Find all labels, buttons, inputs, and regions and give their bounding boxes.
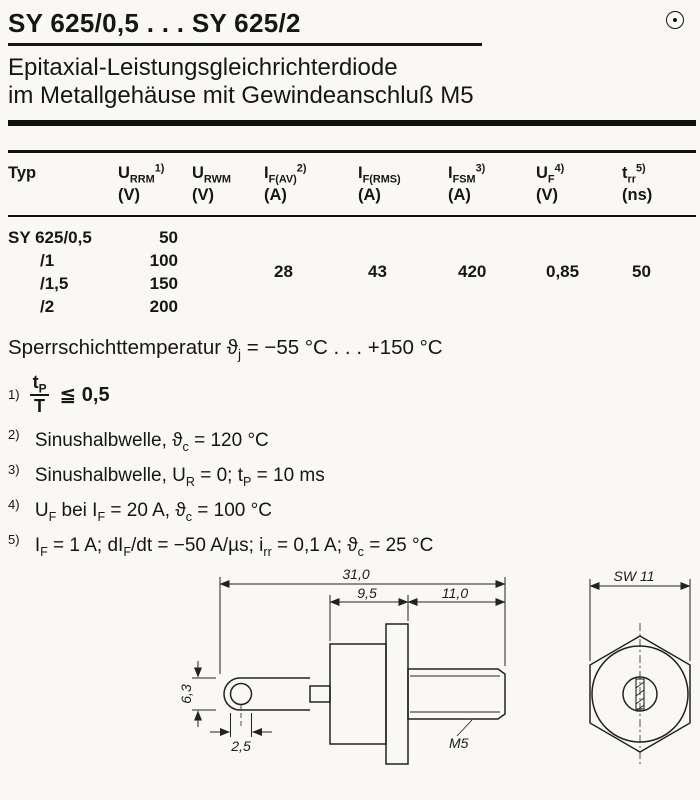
footnote-1-fraction: $\frac{t_P}{T}$ bbox=[30, 372, 50, 417]
lead-neck bbox=[310, 686, 330, 702]
divider-thick bbox=[8, 120, 696, 126]
typ-value-1: SY 625/0,5 bbox=[8, 227, 92, 247]
title-underline bbox=[8, 43, 482, 46]
footnote-4-text: $U_F$ bei $I_F = 20$ A, $ϑ_c = 100$ °C bbox=[34, 500, 272, 524]
ifav-value: 28 bbox=[274, 261, 293, 281]
footnote-3 bbox=[8, 462, 690, 489]
thread-size-label: M5 bbox=[449, 735, 469, 752]
dim-overall-length: 31,0 bbox=[342, 569, 370, 583]
junction-temperature-line: Sperrschichttemperatur $ϑ_j = -55$ °C . . . +150 °C bbox=[8, 335, 443, 363]
subtitle bbox=[8, 54, 690, 112]
footnote-5-marker: 5) bbox=[8, 532, 20, 548]
circled-dot-icon bbox=[666, 11, 684, 29]
footnote-3-marker: 3) bbox=[8, 462, 20, 478]
subtitle-line-1: Epitaxial-Leistungsgleichrichterdiode bbox=[8, 53, 398, 81]
typ-value-4: /2 bbox=[40, 296, 55, 316]
footnote-5 bbox=[8, 532, 690, 559]
ifsm-value: 420 bbox=[458, 261, 487, 281]
footnote-5-text: $I_F = 1$ A; $dI_F/dt = -50$ A/µs; $i_{rr} = 0,1$ A; $ϑ_c = 25$ °C bbox=[34, 535, 434, 559]
flange bbox=[386, 624, 408, 764]
table-header-row bbox=[8, 163, 688, 206]
footnote-4 bbox=[8, 497, 690, 524]
tab-hole bbox=[231, 684, 252, 705]
front-view-dimensions bbox=[590, 579, 690, 661]
side-view-dimensions bbox=[192, 577, 505, 737]
col-header-urrm: $U_{RRM}^{1)}$ (V) bbox=[118, 162, 165, 204]
circled-dot-center bbox=[673, 18, 677, 22]
dim-stud-length: 11,0 bbox=[441, 585, 469, 602]
col-header-trr: $t_{rr}^{5)}$ (ns) bbox=[622, 162, 653, 204]
footnote-2-text: Sinushalbwelle, $ϑ_c = 120$ °C bbox=[34, 430, 269, 454]
col-header-ifsm: $I_{FSM}^{3)}$ (A) bbox=[448, 162, 486, 204]
urwm-values-empty bbox=[192, 226, 264, 318]
footnote-3-text: Sinushalbwelle, $U_R = 0$; $t_P = 10$ ms bbox=[34, 465, 325, 489]
footnote-2 bbox=[8, 427, 690, 454]
col-header-urwm: $U_{RWM}$ (V) bbox=[192, 164, 231, 204]
threaded-stud bbox=[408, 669, 505, 719]
urrm-values bbox=[118, 226, 192, 318]
diode-front-view bbox=[590, 623, 690, 765]
urrm-value-4: 200 bbox=[149, 296, 178, 316]
dim-hole-diameter: 2,5 bbox=[231, 738, 251, 755]
divider-table-top bbox=[8, 150, 696, 153]
footnote-4-marker: 4) bbox=[8, 497, 20, 513]
table-body bbox=[8, 226, 688, 318]
solder-tab bbox=[224, 678, 310, 710]
col-header-uf: $U_F^{4)}$ (V) bbox=[536, 162, 565, 204]
ifrms-value: 43 bbox=[368, 261, 387, 281]
typ-values bbox=[8, 226, 118, 318]
urrm-value-3: 150 bbox=[149, 273, 178, 293]
urrm-value-2: 100 bbox=[149, 250, 178, 270]
divider-header-bottom bbox=[8, 215, 696, 217]
uf-value: 0,85 bbox=[546, 261, 580, 281]
typ-value-2: /1 bbox=[40, 250, 55, 270]
page-title: SY 625/0,5 . . . SY 625/2 bbox=[8, 8, 301, 38]
thread-lines bbox=[410, 676, 500, 712]
dim-body-length: 9,5 bbox=[357, 585, 377, 602]
col-header-typ: Typ bbox=[8, 164, 37, 183]
trr-value: 50 bbox=[632, 261, 651, 281]
footnote-1: 1) $\frac{t_P}{T}$ ≦ 0,5 bbox=[8, 371, 110, 416]
subtitle-line-2: im Metallgehäuse mit Gewindeanschluß M5 bbox=[8, 82, 474, 110]
dim-wrench-size: SW 11 bbox=[613, 569, 655, 585]
case-body bbox=[330, 644, 386, 744]
col-header-ifav: $I_{F(AV)}^{2)}$ (A) bbox=[264, 162, 307, 204]
footnote-2-marker: 2) bbox=[8, 427, 20, 443]
dim-tab-height: 6,3 bbox=[178, 684, 194, 704]
package-outline-drawing bbox=[8, 569, 700, 781]
urrm-value-1: 50 bbox=[159, 227, 178, 247]
typ-value-3: /1,5 bbox=[40, 273, 69, 293]
col-header-ifrms: $I_{F(RMS)}$ (A) bbox=[358, 164, 401, 204]
footnote-1-condition: ≦ 0,5 bbox=[59, 384, 110, 407]
